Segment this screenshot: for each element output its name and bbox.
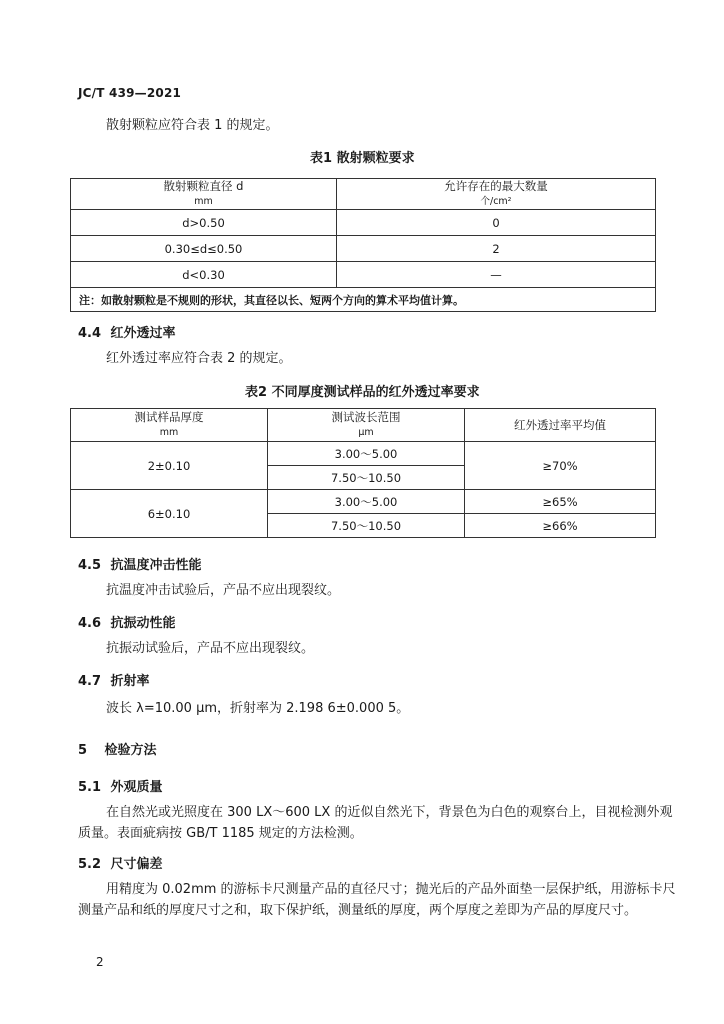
table2-cell-thickness: 6±0.10	[71, 490, 268, 538]
section-title: 折射率	[110, 674, 150, 689]
section-title: 尺寸偏差	[110, 857, 163, 872]
section-title: 红外透过率	[110, 326, 176, 341]
table-row	[71, 236, 656, 262]
standard-code: JC/T 439—2021	[78, 86, 182, 100]
section-number: 4.6	[78, 616, 102, 631]
table2-cell-average: ≥65%	[465, 490, 656, 514]
section-5-2-line-1: 用精度为 0.02mm 的游标卡尺测量产品的直径尺寸；抛光后的产品外面垫一层保护纸，用游标卡尺	[106, 882, 676, 897]
section-title: 外观质量	[110, 780, 163, 795]
table1-col-count-header	[337, 179, 656, 210]
table2-col2-title: 测试波长范围	[331, 410, 401, 424]
table2-col1-title: 测试样品厚度	[134, 410, 204, 424]
table1-note-row	[71, 288, 656, 312]
table2-cell-thickness: 2±0.10	[71, 442, 268, 490]
table1-caption: 表1 散射颗粒要求	[310, 151, 415, 166]
section-number: 5.2	[78, 857, 102, 872]
section-number: 5.1	[78, 780, 102, 795]
section-4-5-heading	[78, 554, 202, 573]
table2	[70, 408, 656, 538]
table2-col1-unit: mm	[159, 427, 179, 438]
section-5-heading	[78, 739, 157, 758]
table2-cell-average: ≥70%	[465, 442, 656, 490]
section-title: 检验方法	[104, 743, 157, 758]
section-4-4-heading	[78, 322, 176, 341]
table1-col2-unit: 个/cm²	[480, 196, 512, 207]
table2-caption: 表2 不同厚度测试样品的红外透过率要求	[245, 385, 480, 400]
table-row	[71, 490, 656, 514]
table1-header-row	[71, 179, 656, 210]
section-5-2-heading	[78, 853, 163, 872]
table-row	[71, 442, 656, 466]
section-4-4-text: 红外透过率应符合表 2 的规定。	[106, 351, 292, 366]
section-title: 抗温度冲击性能	[110, 558, 202, 573]
table1-cell-diameter: d<0.30	[71, 262, 337, 288]
table1-col-diameter-header	[71, 179, 337, 210]
section-4-6-heading	[78, 612, 176, 631]
page-number: 2	[96, 955, 104, 969]
section-5-2-line-2: 测量产品和纸的厚度尺寸之和，取下保护纸，测量纸的厚度，两个厚度之差即为产品的厚度尺寸。	[78, 903, 638, 918]
table2-col2-unit: μm	[358, 427, 374, 438]
table2-col-transmittance-header: 红外透过率平均值	[465, 409, 656, 442]
table2-col-wavelength-header	[268, 409, 465, 442]
section-5-1-line-1: 在自然光或光照度在 300 LX～600 LX 的近似自然光下，背景色为白色的观察台上，目视检测外观	[106, 805, 673, 820]
table2-header-row	[71, 409, 656, 442]
section-4-5-text: 抗温度冲击试验后，产品不应出现裂纹。	[106, 583, 341, 598]
intro-paragraph: 散射颗粒应符合表 1 的规定。	[106, 118, 279, 133]
table2-cell-range: 3.00～5.00	[268, 442, 465, 466]
section-number: 4.7	[78, 674, 102, 689]
table-row	[71, 262, 656, 288]
section-number: 4.4	[78, 326, 102, 341]
table2-col-thickness-header	[71, 409, 268, 442]
table2-cell-average: ≥66%	[465, 514, 656, 538]
section-number: 5	[78, 743, 88, 758]
section-4-7-heading	[78, 670, 150, 689]
table1-col2-title: 允许存在的最大数量	[444, 179, 548, 193]
section-5-1-heading	[78, 776, 163, 795]
section-4-6-text: 抗振动试验后，产品不应出现裂纹。	[106, 641, 315, 656]
table1-cell-count: 0	[337, 210, 656, 236]
table1-cell-count: 2	[337, 236, 656, 262]
table1-col1-title: 散射颗粒直径 d	[163, 179, 244, 193]
table1-cell-diameter: d>0.50	[71, 210, 337, 236]
section-title: 抗振动性能	[110, 616, 176, 631]
section-5-1-line-2: 质量。表面疵病按 GB/T 1185 规定的方法检测。	[78, 826, 363, 841]
section-number: 4.5	[78, 558, 102, 573]
table1	[70, 178, 656, 312]
table2-cell-range: 3.00～5.00	[268, 490, 465, 514]
table1-cell-diameter: 0.30≤d≤0.50	[71, 236, 337, 262]
table2-cell-range: 7.50～10.50	[268, 466, 465, 490]
table2-cell-range: 7.50～10.50	[268, 514, 465, 538]
table-row	[71, 210, 656, 236]
table1-cell-count: —	[337, 262, 656, 288]
table1-note: 注：如散射颗粒是不规则的形状，其直径以长、短两个方向的算术平均值计算。	[71, 288, 656, 312]
section-4-7-text: 波长 λ=10.00 μm，折射率为 2.198 6±0.000 5。	[106, 701, 410, 716]
table1-col1-unit: mm	[194, 196, 213, 207]
